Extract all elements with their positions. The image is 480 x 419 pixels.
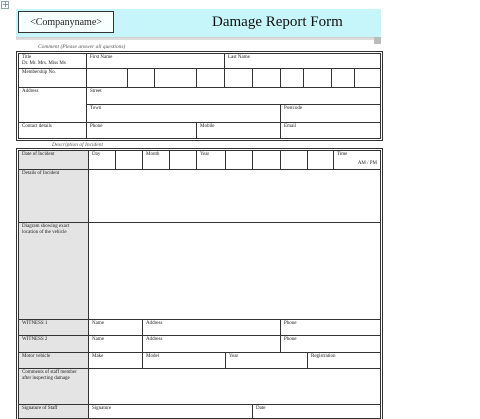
motor-vehicle-label: Motor vehicle	[19, 353, 89, 369]
comments-staff-label: Comments of staff member after inspecting damage	[19, 369, 89, 405]
membership-digit-box[interactable]	[225, 69, 253, 88]
membership-digit-box[interactable]	[128, 69, 155, 88]
address-label: Address	[19, 88, 87, 123]
witness1-name-field[interactable]: Name	[89, 320, 143, 336]
membership-digit-box[interactable]	[355, 69, 381, 88]
date-field[interactable]: Date	[253, 405, 381, 419]
membership-digit-box[interactable]	[281, 69, 304, 88]
comment-caption: Comment (Please answer all questions)	[38, 44, 126, 50]
month-field[interactable]: Month	[143, 151, 170, 170]
mobile-field[interactable]: Mobile	[197, 123, 281, 139]
registration-field[interactable]: Registration	[308, 353, 381, 369]
email-field[interactable]: Email	[281, 123, 381, 139]
model-field[interactable]: Model	[143, 353, 226, 369]
witness1-label: WITNESS 1	[19, 320, 89, 336]
resize-handle-icon[interactable]	[374, 37, 381, 44]
incident-table	[18, 150, 381, 419]
membership-no-label: Membership No.	[19, 69, 87, 88]
comments-staff-field[interactable]	[89, 369, 381, 405]
personal-details-table	[18, 53, 381, 139]
postcode-field[interactable]: Postcode	[281, 105, 381, 123]
diagram-label: Diagram showing exact location of the vehicle	[19, 223, 89, 320]
form-title: Damage Report Form	[212, 14, 343, 30]
description-caption: Description of Incident	[52, 142, 104, 148]
ampm-label: AM / PM	[357, 161, 377, 166]
company-logo-box[interactable]	[18, 11, 114, 33]
membership-digit-box[interactable]	[155, 69, 197, 88]
time-field[interactable]: Time AM / PM	[334, 151, 381, 170]
day-field-box[interactable]	[116, 151, 143, 170]
date-of-incident-label: Date of Incident	[19, 151, 89, 170]
signature-field[interactable]: Signature	[89, 405, 253, 419]
diagram-field[interactable]	[89, 223, 381, 320]
make-field[interactable]: Make	[89, 353, 143, 369]
first-name-field[interactable]: First Name	[87, 54, 225, 69]
header-divider	[16, 37, 381, 40]
year-field-box[interactable]	[281, 151, 308, 170]
signature-staff-label: Signature of Staff	[19, 405, 89, 419]
membership-digit-box[interactable]	[87, 69, 128, 88]
street-field[interactable]: Street	[87, 88, 381, 105]
membership-digit-box[interactable]	[332, 69, 355, 88]
year-field[interactable]: Year	[197, 151, 226, 170]
witness1-address-field[interactable]: Address	[143, 320, 281, 336]
witness2-label: WITNESS 2	[19, 336, 89, 353]
witness1-phone-field[interactable]: Phone	[281, 320, 381, 336]
last-name-field[interactable]: Last Name	[225, 54, 381, 69]
witness2-name-field[interactable]: Name	[89, 336, 143, 353]
year-field-box[interactable]	[308, 151, 334, 170]
details-field[interactable]	[89, 170, 381, 223]
membership-digit-box[interactable]	[197, 69, 225, 88]
vehicle-year-field[interactable]: Year	[226, 353, 308, 369]
membership-digit-box[interactable]	[304, 69, 332, 88]
month-field-box[interactable]	[170, 151, 197, 170]
year-field-box[interactable]	[253, 151, 281, 170]
town-field[interactable]: Town	[87, 105, 281, 123]
move-anchor-icon[interactable]: +	[2, 0, 9, 9]
title-options: Dr. Mr. Mrs. Miss Ms	[22, 61, 66, 66]
details-label: Details of Incident	[19, 170, 89, 223]
witness2-phone-field[interactable]: Phone	[281, 336, 381, 353]
contact-details-label: Contact details	[19, 123, 87, 139]
company-name: <Companyname>	[30, 16, 102, 28]
year-field-box[interactable]	[226, 151, 253, 170]
phone-field[interactable]: Phone	[87, 123, 197, 139]
day-field[interactable]: Day	[89, 151, 116, 170]
title-field[interactable]: Title Dr. Mr. Mrs. Miss Ms	[19, 54, 87, 69]
witness2-address-field[interactable]: Address	[143, 336, 281, 353]
membership-digit-box[interactable]	[253, 69, 281, 88]
